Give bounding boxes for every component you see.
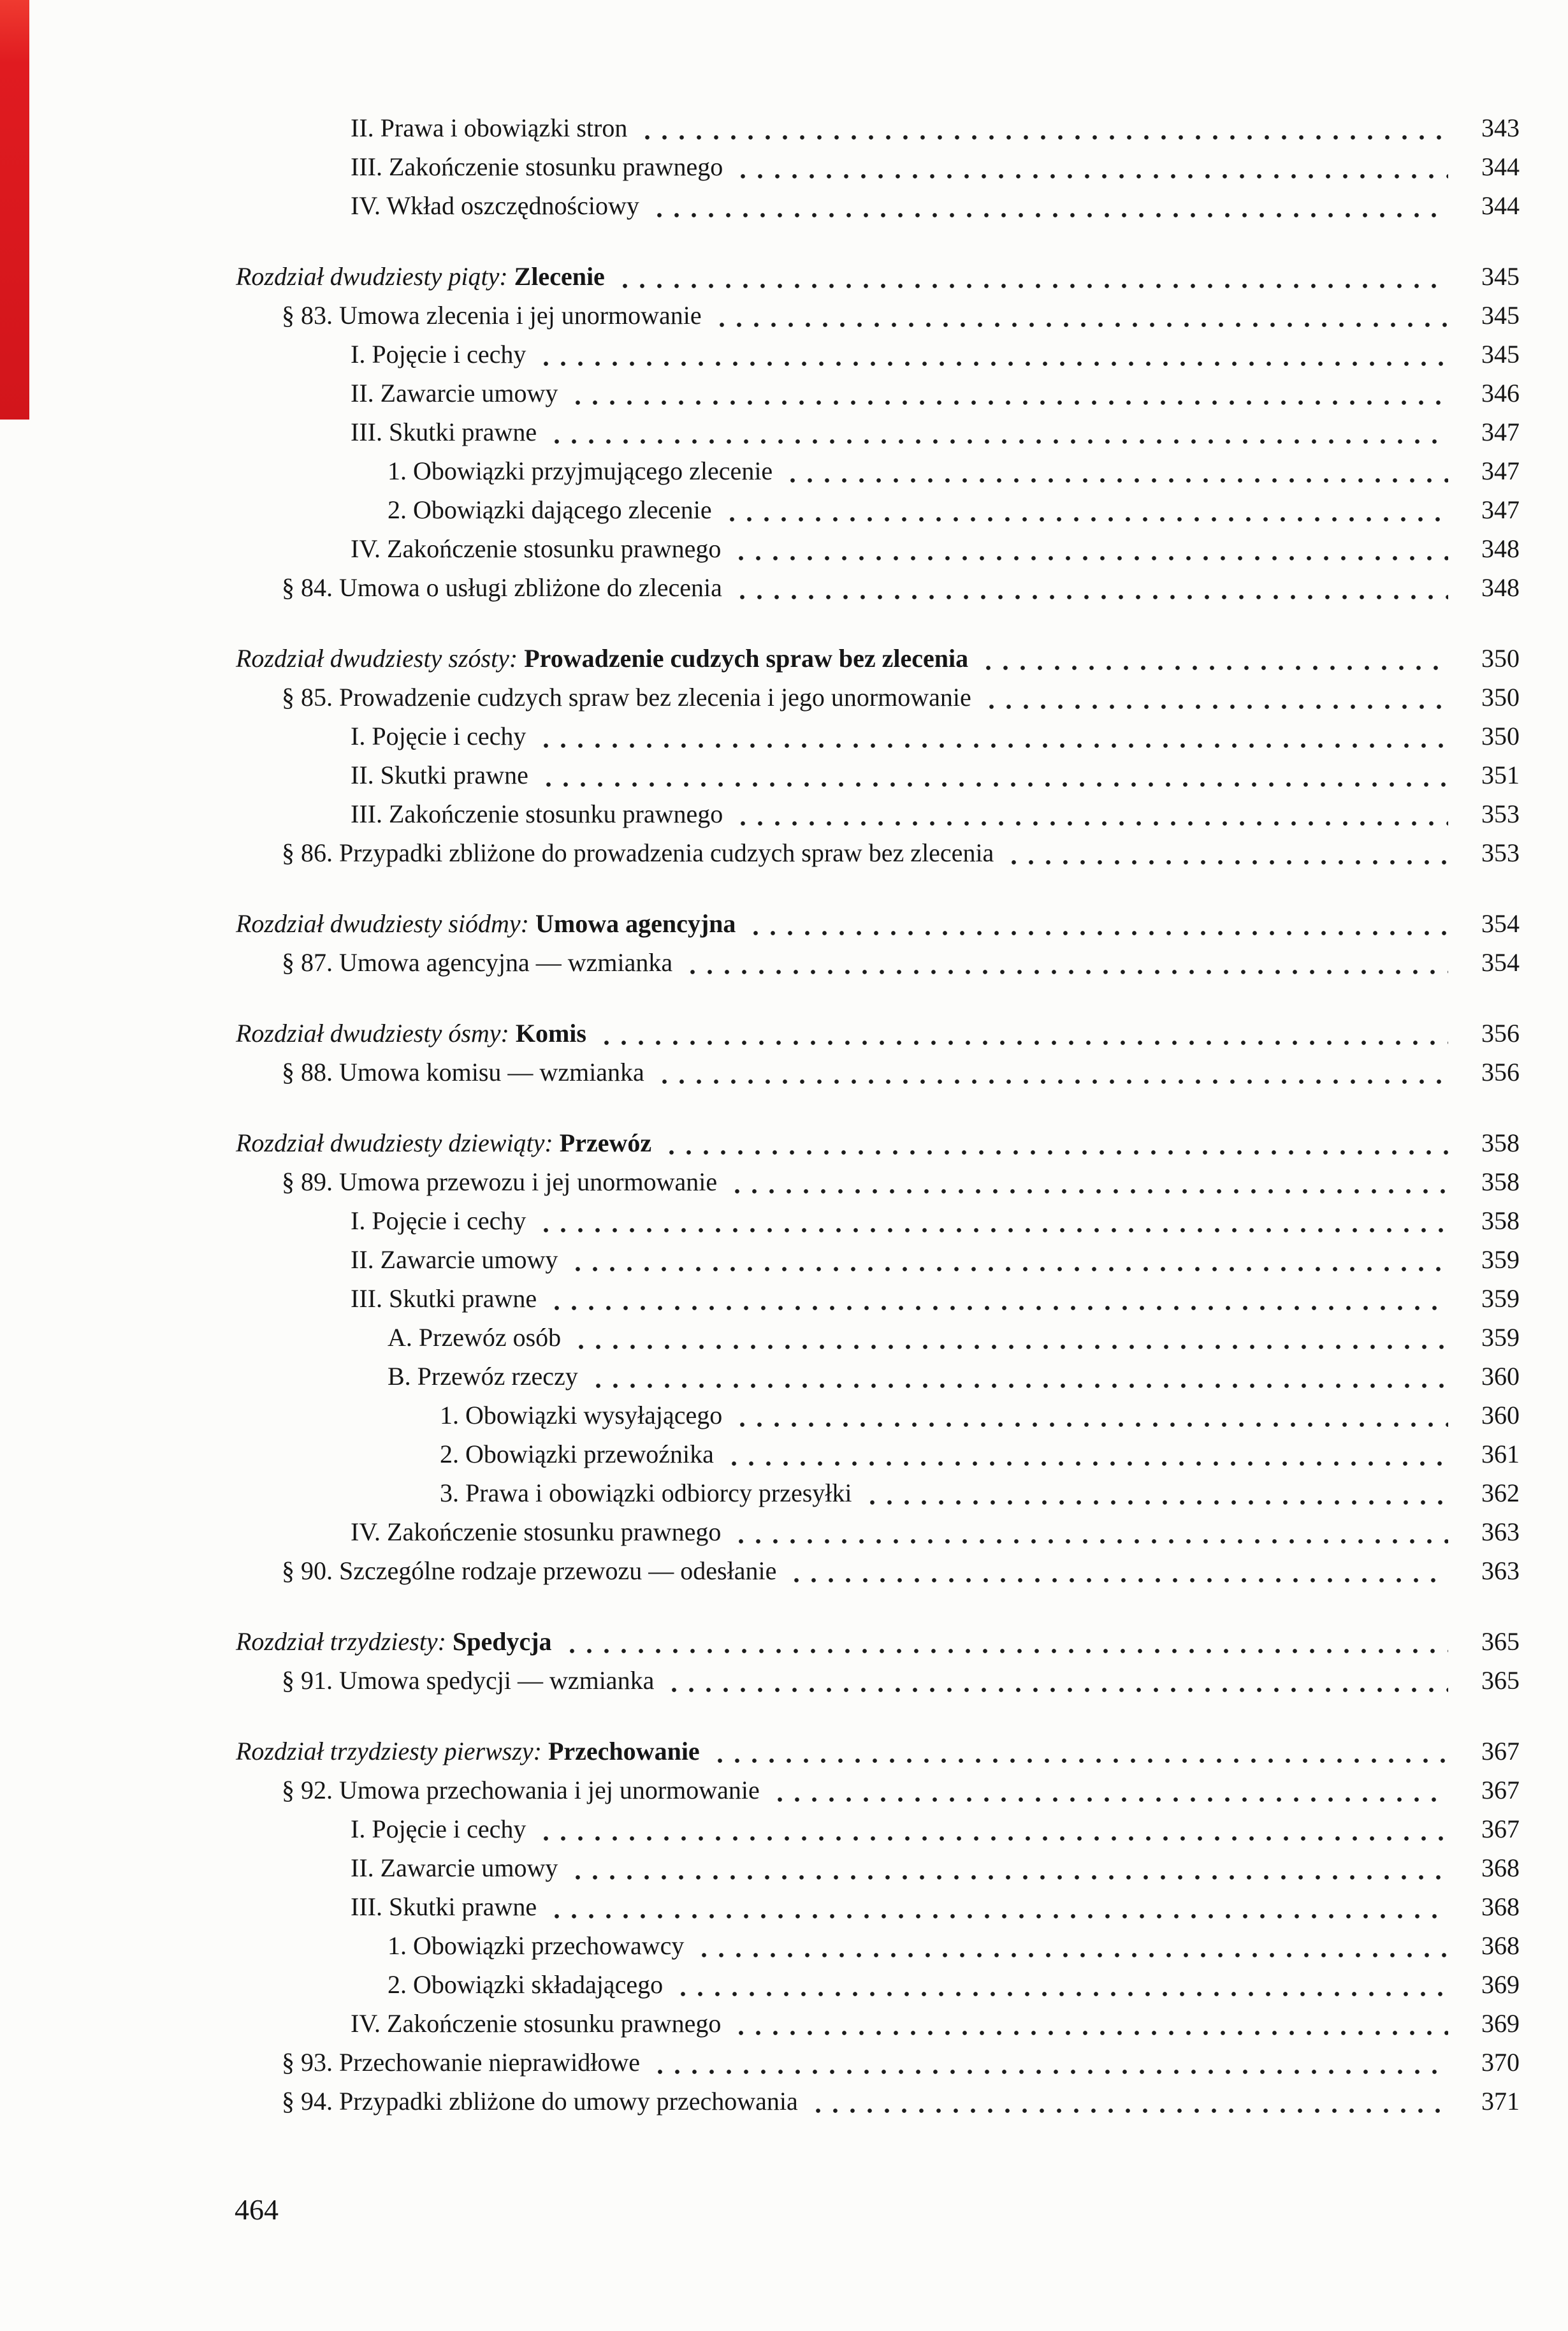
dot-leader [651, 2062, 1448, 2075]
dot-leader [695, 1945, 1448, 1958]
dot-leader [540, 775, 1448, 787]
toc-item-row [236, 943, 1520, 982]
entry-text: § 88. Umowa komisu — wzmianka [282, 1058, 644, 1086]
entry-page-number: 356 [1481, 1058, 1520, 1086]
entry-page-number: 362 [1481, 1479, 1520, 1507]
toc-chapter-row [236, 1732, 1520, 1771]
dot-leader [598, 1033, 1448, 1046]
toc-list [236, 108, 1520, 2121]
toc-item-row [236, 1809, 1520, 1848]
toc-item-row [236, 1926, 1520, 1965]
toc-item-row [236, 1965, 1520, 2004]
entry-text: 2. Obowiązki przewoźnika [440, 1440, 714, 1468]
entry-text: § 85. Prowadzenie cudzych spraw bez zlecenia i jego unormowanie [282, 683, 971, 712]
toc-item-row [236, 374, 1520, 413]
dot-leader [684, 962, 1448, 975]
entry-page-number: 354 [1481, 948, 1520, 977]
dot-leader [784, 471, 1448, 483]
dot-leader [548, 432, 1448, 444]
toc-item-row [236, 1279, 1520, 1318]
entry-page-number: 363 [1481, 1517, 1520, 1546]
dot-leader [809, 2101, 1448, 2114]
footer-page-number: 464 [235, 2193, 279, 2226]
entry-page-number: 347 [1481, 418, 1520, 446]
entry-page-number: 344 [1481, 152, 1520, 181]
entry-page-number: 346 [1481, 379, 1520, 407]
entry-page-number: 350 [1481, 722, 1520, 750]
entry-text: III. Zakończenie stosunku prawnego [351, 152, 723, 181]
toc-item-row [236, 717, 1520, 756]
entry-text: I. Pojęcie i cechy [351, 722, 526, 750]
dot-leader [732, 548, 1448, 561]
dot-leader [674, 1984, 1448, 1997]
dot-leader [569, 1259, 1448, 1272]
chapter-text [236, 639, 968, 678]
toc-item-row [236, 1512, 1520, 1551]
chapter-text [236, 257, 605, 296]
entry-text: III. Skutki prawne [351, 418, 537, 446]
chapter-title: Umowa agencyjna [535, 909, 736, 938]
chapter-title: Prowadzenie cudzych spraw bez zlecenia [524, 644, 969, 673]
entry-text: III. Skutki prawne [351, 1892, 537, 1921]
toc-item-row [236, 296, 1520, 335]
toc-chapter-row [236, 1014, 1520, 1053]
dot-leader [734, 1415, 1448, 1428]
entry-text: § 92. Umowa przechowania i jej unormowanie [282, 1776, 760, 1804]
chapter-prefix: Rozdział dwudziesty ósmy: [236, 1019, 516, 1048]
entry-page-number: 350 [1481, 644, 1520, 673]
dot-leader [864, 1493, 1448, 1505]
entry-page-number: 371 [1481, 2087, 1520, 2115]
dot-leader [616, 276, 1448, 289]
entry-page-number: 359 [1481, 1323, 1520, 1352]
dot-leader [548, 1298, 1448, 1311]
chapter-text [236, 1622, 552, 1661]
dot-leader [725, 1454, 1448, 1466]
entry-page-number: 369 [1481, 1970, 1520, 1999]
toc-item-row [236, 1396, 1520, 1435]
chapter-title: Spedycja [452, 1627, 552, 1656]
entry-page-number: 358 [1481, 1206, 1520, 1235]
dot-leader [983, 697, 1448, 710]
toc-item-row [236, 1162, 1520, 1201]
toc-chapter-row [236, 1123, 1520, 1162]
dot-leader [569, 393, 1448, 406]
entry-page-number: 358 [1481, 1167, 1520, 1196]
entry-text: I. Pojęcie i cechy [351, 1206, 526, 1235]
entry-page-number: 347 [1481, 495, 1520, 524]
dot-leader [1005, 852, 1448, 865]
entry-page-number: 363 [1481, 1556, 1520, 1585]
toc-item-row [236, 335, 1520, 374]
toc-item-row [236, 756, 1520, 794]
dot-leader [537, 736, 1448, 749]
chapter-text [236, 1732, 700, 1771]
entry-page-number: 368 [1481, 1853, 1520, 1882]
dot-leader [734, 587, 1448, 600]
entry-page-number: 353 [1481, 838, 1520, 867]
entry-page-number: 367 [1481, 1737, 1520, 1765]
toc-item-row [236, 529, 1520, 568]
entry-text: I. Pojęcie i cechy [351, 340, 526, 369]
entry-text: § 91. Umowa spedycji — wzmianka [282, 1666, 655, 1695]
toc-item-row [236, 833, 1520, 872]
red-spine-stripe [0, 0, 29, 420]
toc-item-row [236, 413, 1520, 451]
dot-leader [537, 1829, 1448, 1841]
chapter-title: Przewóz [559, 1129, 652, 1157]
entry-text: IV. Zakończenie stosunku prawnego [351, 2009, 722, 2038]
entry-text: I. Pojęcie i cechy [351, 1815, 526, 1843]
entry-text: A. Przewóz osób [388, 1323, 562, 1352]
dot-leader [639, 128, 1448, 140]
toc-chapter-row [236, 639, 1520, 678]
chapter-prefix: Rozdział trzydziesty pierwszy: [236, 1737, 548, 1765]
dot-leader [590, 1376, 1448, 1389]
entry-page-number: 368 [1481, 1931, 1520, 1960]
dot-leader [723, 509, 1448, 522]
chapter-title: Komis [515, 1019, 586, 1048]
entry-page-number: 353 [1481, 800, 1520, 828]
dot-leader [734, 814, 1448, 826]
entry-text: II. Zawarcie umowy [351, 1853, 558, 1882]
dot-leader [732, 1531, 1448, 1544]
toc-item-row [236, 1201, 1520, 1240]
entry-text: § 93. Przechowanie nieprawidłowe [282, 2048, 641, 2077]
chapter-prefix: Rozdział dwudziesty szósty: [236, 644, 525, 673]
entry-page-number: 350 [1481, 683, 1520, 712]
entry-text: III. Zakończenie stosunku prawnego [351, 800, 723, 828]
entry-text: 1. Obowiązki przyjmującego zlecenie [388, 457, 773, 485]
dot-leader [572, 1337, 1448, 1350]
chapter-title: Przechowanie [548, 1737, 700, 1765]
entry-page-number: 365 [1481, 1627, 1520, 1656]
toc-item-row [236, 2043, 1520, 2082]
toc-item-row [236, 1240, 1520, 1279]
toc-item-row [236, 1661, 1520, 1700]
toc-item-row [236, 147, 1520, 186]
toc-item-row [236, 1551, 1520, 1590]
entry-text: IV. Zakończenie stosunku prawnego [351, 1517, 722, 1546]
dot-leader [569, 1867, 1448, 1880]
entry-page-number: 348 [1481, 573, 1520, 602]
entry-text: IV. Wkład oszczędnościowy [351, 191, 639, 220]
dot-leader [548, 1906, 1448, 1919]
entry-page-number: 359 [1481, 1284, 1520, 1313]
entry-text: IV. Zakończenie stosunku prawnego [351, 534, 722, 563]
entry-text: II. Zawarcie umowy [351, 379, 558, 407]
toc-chapter-row [236, 1622, 1520, 1661]
entry-page-number: 354 [1481, 909, 1520, 938]
toc-item-row [236, 2082, 1520, 2121]
dot-leader [665, 1680, 1448, 1693]
toc-chapter-row [236, 257, 1520, 296]
entry-text: 2. Obowiązki składającego [388, 1970, 664, 1999]
chapter-prefix: Rozdział dwudziesty piąty: [236, 262, 514, 291]
chapter-prefix: Rozdział dwudziesty siódmy: [236, 909, 535, 938]
toc-item-row [236, 451, 1520, 490]
dot-leader [747, 923, 1448, 936]
entry-page-number: 369 [1481, 2009, 1520, 2038]
dot-leader [732, 2023, 1448, 2036]
chapter-text [236, 1123, 651, 1162]
toc-item-row [236, 1473, 1520, 1512]
toc-item-row [236, 1435, 1520, 1473]
entry-text: 2. Obowiązki dającego zlecenie [388, 495, 712, 524]
entry-page-number: 343 [1481, 113, 1520, 142]
entry-page-number: 359 [1481, 1245, 1520, 1274]
toc-item-row [236, 2004, 1520, 2043]
toc-item-row [236, 794, 1520, 833]
entry-text: § 86. Przypadki zbliżone do prowadzenia cudzych spraw bez zlecenia [282, 838, 994, 867]
entry-page-number: 345 [1481, 301, 1520, 330]
entry-text: 1. Obowiązki przechowawcy [388, 1931, 685, 1960]
dot-leader [980, 658, 1448, 671]
toc-item-row [236, 186, 1520, 225]
dot-leader [537, 354, 1448, 367]
dot-leader [734, 166, 1448, 179]
entry-text: 1. Obowiązki wysyłającego [440, 1401, 723, 1429]
entry-page-number: 345 [1481, 262, 1520, 291]
entry-text: III. Skutki prawne [351, 1284, 537, 1313]
entry-page-number: 361 [1481, 1440, 1520, 1468]
entry-page-number: 358 [1481, 1129, 1520, 1157]
chapter-text [236, 1014, 586, 1053]
entry-page-number: 356 [1481, 1019, 1520, 1048]
dot-leader [713, 315, 1448, 328]
entry-page-number: 351 [1481, 761, 1520, 789]
entry-page-number: 365 [1481, 1666, 1520, 1695]
entry-text: § 83. Umowa zlecenia i jej unormowanie [282, 301, 702, 330]
entry-text: § 89. Umowa przewozu i jej unormowanie [282, 1167, 718, 1196]
entry-page-number: 367 [1481, 1815, 1520, 1843]
entry-text: II. Skutki prawne [351, 761, 528, 789]
dot-leader [771, 1790, 1448, 1802]
entry-page-number: 370 [1481, 2048, 1520, 2077]
entry-text: § 87. Umowa agencyjna — wzmianka [282, 948, 673, 977]
entry-text: B. Przewóz rzeczy [388, 1362, 578, 1391]
entry-page-number: 345 [1481, 340, 1520, 369]
entry-text: II. Zawarcie umowy [351, 1245, 558, 1274]
entry-page-number: 347 [1481, 457, 1520, 485]
toc-item-row [236, 1848, 1520, 1887]
entry-page-number: 360 [1481, 1401, 1520, 1429]
chapter-text [236, 904, 736, 943]
entry-page-number: 348 [1481, 534, 1520, 563]
entry-page-number: 368 [1481, 1892, 1520, 1921]
chapter-title: Zlecenie [514, 262, 605, 291]
toc-item-row [236, 108, 1520, 147]
toc-item-row [236, 490, 1520, 529]
toc-item-row [236, 1318, 1520, 1357]
entry-text: 3. Prawa i obowiązki odbiorcy przesyłki [440, 1479, 852, 1507]
toc-item-row [236, 1053, 1520, 1092]
entry-text: § 94. Przypadki zbliżone do umowy przechowania [282, 2087, 798, 2115]
entry-page-number: 367 [1481, 1776, 1520, 1804]
dot-leader [537, 1220, 1448, 1233]
dot-leader [729, 1181, 1448, 1194]
entry-text: II. Prawa i obowiązki stron [351, 113, 628, 142]
dot-leader [656, 1072, 1448, 1085]
entry-page-number: 360 [1481, 1362, 1520, 1391]
toc-chapter-row [236, 904, 1520, 943]
entry-page-number: 344 [1481, 191, 1520, 220]
toc-item-row [236, 568, 1520, 607]
dot-leader [651, 205, 1448, 218]
dot-leader [563, 1641, 1448, 1654]
dot-leader [663, 1143, 1448, 1155]
chapter-prefix: Rozdział dwudziesty dziewiąty: [236, 1129, 560, 1157]
toc-item-row [236, 1887, 1520, 1926]
toc-item-row [236, 678, 1520, 717]
entry-text: § 84. Umowa o usługi zbliżone do zlecenia [282, 573, 722, 602]
dot-leader [711, 1751, 1448, 1764]
entry-text: § 90. Szczególne rodzaje przewozu — odesłanie [282, 1556, 777, 1585]
dot-leader [788, 1570, 1448, 1583]
toc-item-row [236, 1771, 1520, 1809]
chapter-prefix: Rozdział trzydziesty: [236, 1627, 453, 1656]
toc-item-row [236, 1357, 1520, 1396]
